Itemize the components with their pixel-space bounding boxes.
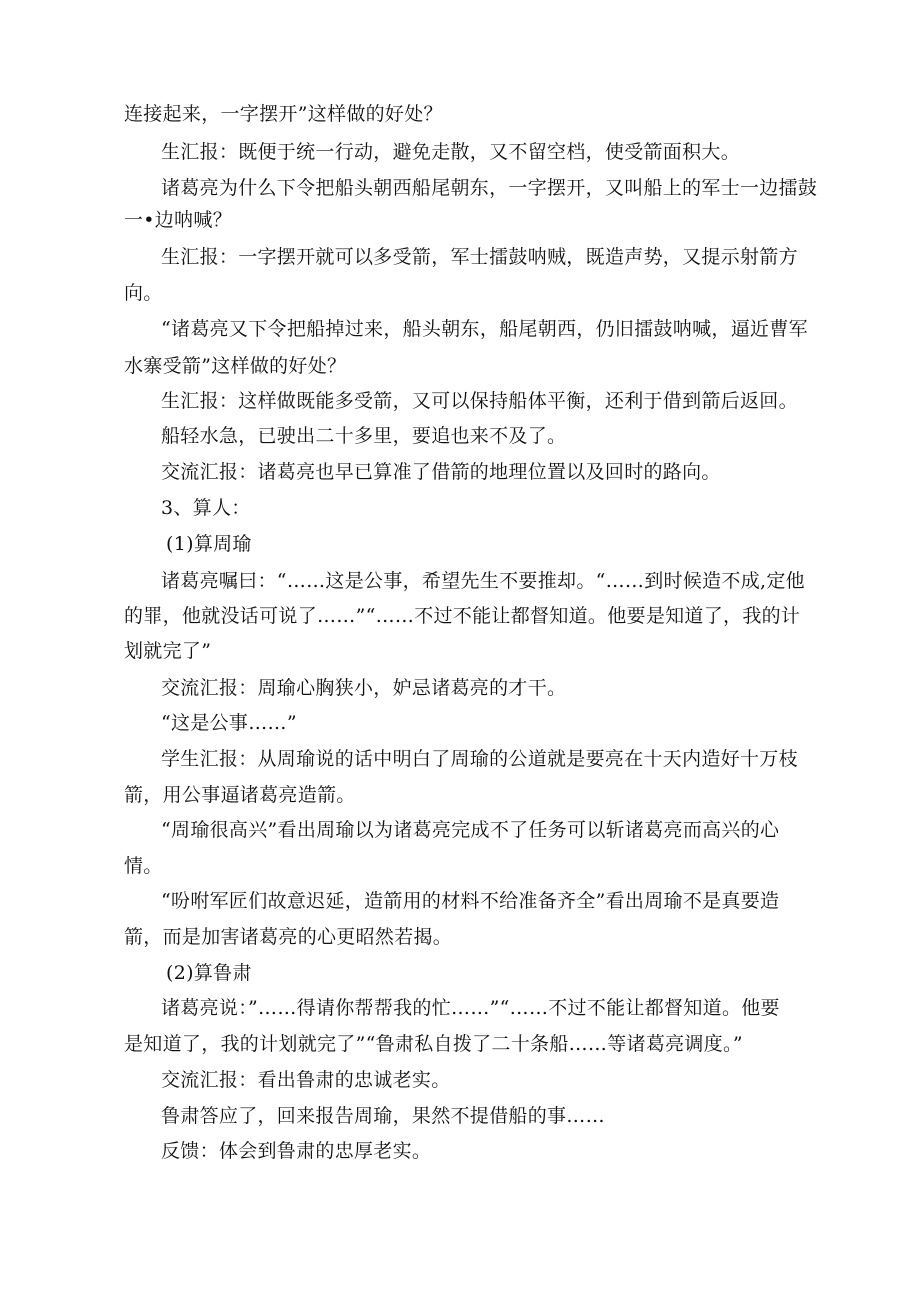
text-line-26: 诸葛亮说：”……得请你帮帮我的忙……”“……不过不能让都督知道。他要 — [161, 997, 780, 1019]
text-line-10: 船轻水急，已驶出二十多里，要追也来不及了。 — [161, 425, 567, 447]
text-line-28: 交流汇报：看出鲁肃的忠诚老实。 — [161, 1069, 451, 1091]
text-line-29: 鲁肃答应了，回来报告周瑜，果然不提借船的事…… — [161, 1105, 605, 1127]
text-line-17: 交流汇报：周瑜心胸狭小，妒忌诸葛亮的才干。 — [161, 677, 567, 699]
text-line-16: 划就完了” — [124, 640, 212, 662]
text-line-27: 是知道了，我的计划就完了”“鲁肃私自拨了二十条船……等诸葛亮调度。” — [124, 1033, 743, 1055]
text-line-15: 的罪，他就没话可说了……”“……不过不能让都督知道。他要是知道了，我的计 — [124, 605, 801, 627]
text-line-23: “吩咐军匠们故意迟延，造箭用的材料不给准备齐全”看出周瑜不是真要造 — [161, 890, 780, 912]
text-line-18: “这是公事……” — [161, 712, 297, 734]
text-line-22: 情。 — [124, 855, 163, 877]
text-line-1: 连接起来，一字摆开”这样做的好处？ — [124, 103, 443, 125]
text-line-7: “诸葛亮又下令把船掉过来，船头朝东，船尾朝西，仍旧擂鼓呐喊，逼近曹军 — [161, 318, 808, 340]
text-line-11: 交流汇报：诸葛亮也早已算准了借箭的地理位置以及回时的路向。 — [161, 461, 721, 483]
text-line-6: 向。 — [124, 282, 163, 304]
text-line-5: 生汇报：一字摆开就可以多受箭，军士擂鼓呐贼，既造声势，又提示射箭方 — [161, 246, 798, 268]
text-line-21: “周瑜很高兴”看出周瑜以为诸葛亮完成不了任务可以斩诸葛亮而高兴的心 — [161, 819, 780, 841]
text-line-20: 箭，用公事逼诸葛亮造箭。 — [124, 784, 356, 806]
text-line-8: 水寨受箭”这样做的好处？ — [124, 355, 347, 377]
text-line-3: 诸葛亮为什么下令把船头朝西船尾朝东，一字摆开，又叫船上的军士一边擂鼓 — [161, 177, 818, 199]
text-line-2: 生汇报：既便于统一行动，避免走散，又不留空档，使受箭面积大。 — [161, 141, 741, 163]
text-line-9: 生汇报：这样做既能多受箭，又可以保持船体平衡，还利于借到箭后返回。 — [161, 390, 798, 412]
text-line-25: (2)算鲁肃 — [166, 962, 252, 984]
text-line-4: 一•边呐喊？ — [124, 209, 233, 231]
text-line-13: (1)算周瑜 — [166, 533, 252, 555]
text-line-12: 3、算人： — [161, 497, 251, 519]
text-line-14: 诸葛亮嘱曰：“……这是公事，希望先生不要推却。“……到时候造不成,定他 — [161, 570, 805, 592]
text-line-19: 学生汇报：从周瑜说的话中明白了周瑜的公道就是要亮在十天内造好十万枝 — [161, 748, 798, 770]
text-line-30: 反馈：体会到鲁肃的忠厚老实。 — [161, 1140, 432, 1162]
text-line-24: 箭，而是加害诸葛亮的心更昭然若揭。 — [124, 926, 453, 948]
